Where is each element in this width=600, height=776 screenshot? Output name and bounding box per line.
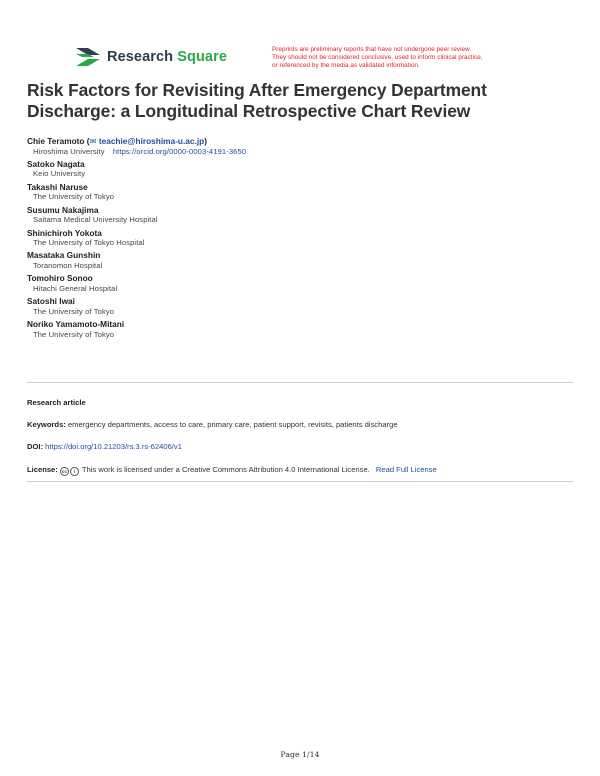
divider xyxy=(27,481,573,482)
author-name: Takashi Naruse xyxy=(27,181,88,192)
read-full-license-link[interactable]: Read Full License xyxy=(375,465,437,474)
logo-word-square: Square xyxy=(177,49,227,65)
author-entry xyxy=(27,182,577,203)
author-entry: Chie Teramoto (✉ teachie@hiroshima-u.ac.jp) Hiroshima University https://orcid.org/0000-0003-4191-3650 xyxy=(27,136,247,156)
divider xyxy=(27,382,573,383)
doi-row xyxy=(27,442,182,451)
orcid-link[interactable]: https://orcid.org/0000-0003-4191-3650 xyxy=(112,146,247,156)
author-email: teachie@hiroshima-u.ac.jp xyxy=(98,136,205,146)
author-list xyxy=(27,136,577,342)
paper-title: Risk Factors for Revisiting After Emergency Department Discharge: a Longitudinal Retrospective Chart Review xyxy=(27,80,487,121)
author-entry xyxy=(27,319,577,340)
disclaimer-line: They should not be considered conclusive, used to inform clinical practice, xyxy=(272,54,483,61)
author-name: Chie Teramoto xyxy=(27,136,85,146)
author-email-link[interactable] xyxy=(90,136,205,146)
author-affiliation: Keio University xyxy=(33,169,86,179)
doi-link[interactable]: https://doi.org/10.21203/rs.3.rs-62406/v1 xyxy=(45,442,182,451)
page-number: Page 1/14 xyxy=(280,750,320,759)
author-affiliation: Toranomon Hospital xyxy=(33,260,103,270)
author-affiliation: Hitachi General Hospital xyxy=(33,283,118,293)
research-square-logo-icon xyxy=(74,46,102,68)
keywords-label: Keywords: xyxy=(27,420,66,429)
author-entry xyxy=(27,250,577,271)
logo-word-research: Research xyxy=(107,49,174,65)
article-type: Research article xyxy=(27,398,86,407)
author-entry xyxy=(27,228,577,249)
author-name: Shinichiroh Yokota xyxy=(27,227,102,238)
author-entry xyxy=(27,296,577,317)
author-affiliation: Saitama Medical University Hospital xyxy=(33,215,158,225)
author-affiliation: Hiroshima University xyxy=(33,146,105,156)
author-name: Satoko Nagata xyxy=(27,158,85,169)
license-text: This work is licensed under a Creative Commons Attribution 4.0 International License. xyxy=(81,465,370,474)
author-affiliation: The University of Tokyo Hospital xyxy=(33,238,145,248)
author-name: Masataka Gunshin xyxy=(27,250,101,261)
author-entry xyxy=(27,205,577,226)
doi-label: DOI: xyxy=(27,442,44,451)
author-affiliation: The University of Tokyo xyxy=(33,306,115,316)
envelope-icon: ✉ xyxy=(89,136,97,146)
preprint-disclaimer xyxy=(272,46,542,70)
author-affiliation: The University of Tokyo xyxy=(33,329,115,339)
author-name: Satoshi Iwai xyxy=(27,296,75,307)
author-name: Tomohiro Sonoo xyxy=(27,273,93,284)
keywords-text: emergency departments, access to care, primary care, patient support, revisits, patients discharge xyxy=(67,420,398,429)
author-name: Susumu Nakajima xyxy=(27,204,99,215)
license-label: License: xyxy=(27,465,58,474)
author-entry xyxy=(27,159,577,180)
license-row xyxy=(27,465,437,476)
cc-icon: cc xyxy=(61,469,67,474)
logo-wordmark xyxy=(107,49,227,65)
author-affiliation: The University of Tokyo xyxy=(33,192,115,202)
by-icon: i xyxy=(70,467,79,476)
keywords-row xyxy=(27,420,398,429)
author-entry xyxy=(27,273,577,294)
disclaimer-line: or referenced by the media as validated information. xyxy=(272,62,420,69)
disclaimer-line: Preprints are preliminary reports that have not undergone peer review. xyxy=(272,46,472,53)
research-square-logo[interactable] xyxy=(74,46,227,68)
author-name: Noriko Yamamoto-Mitani xyxy=(27,319,125,330)
